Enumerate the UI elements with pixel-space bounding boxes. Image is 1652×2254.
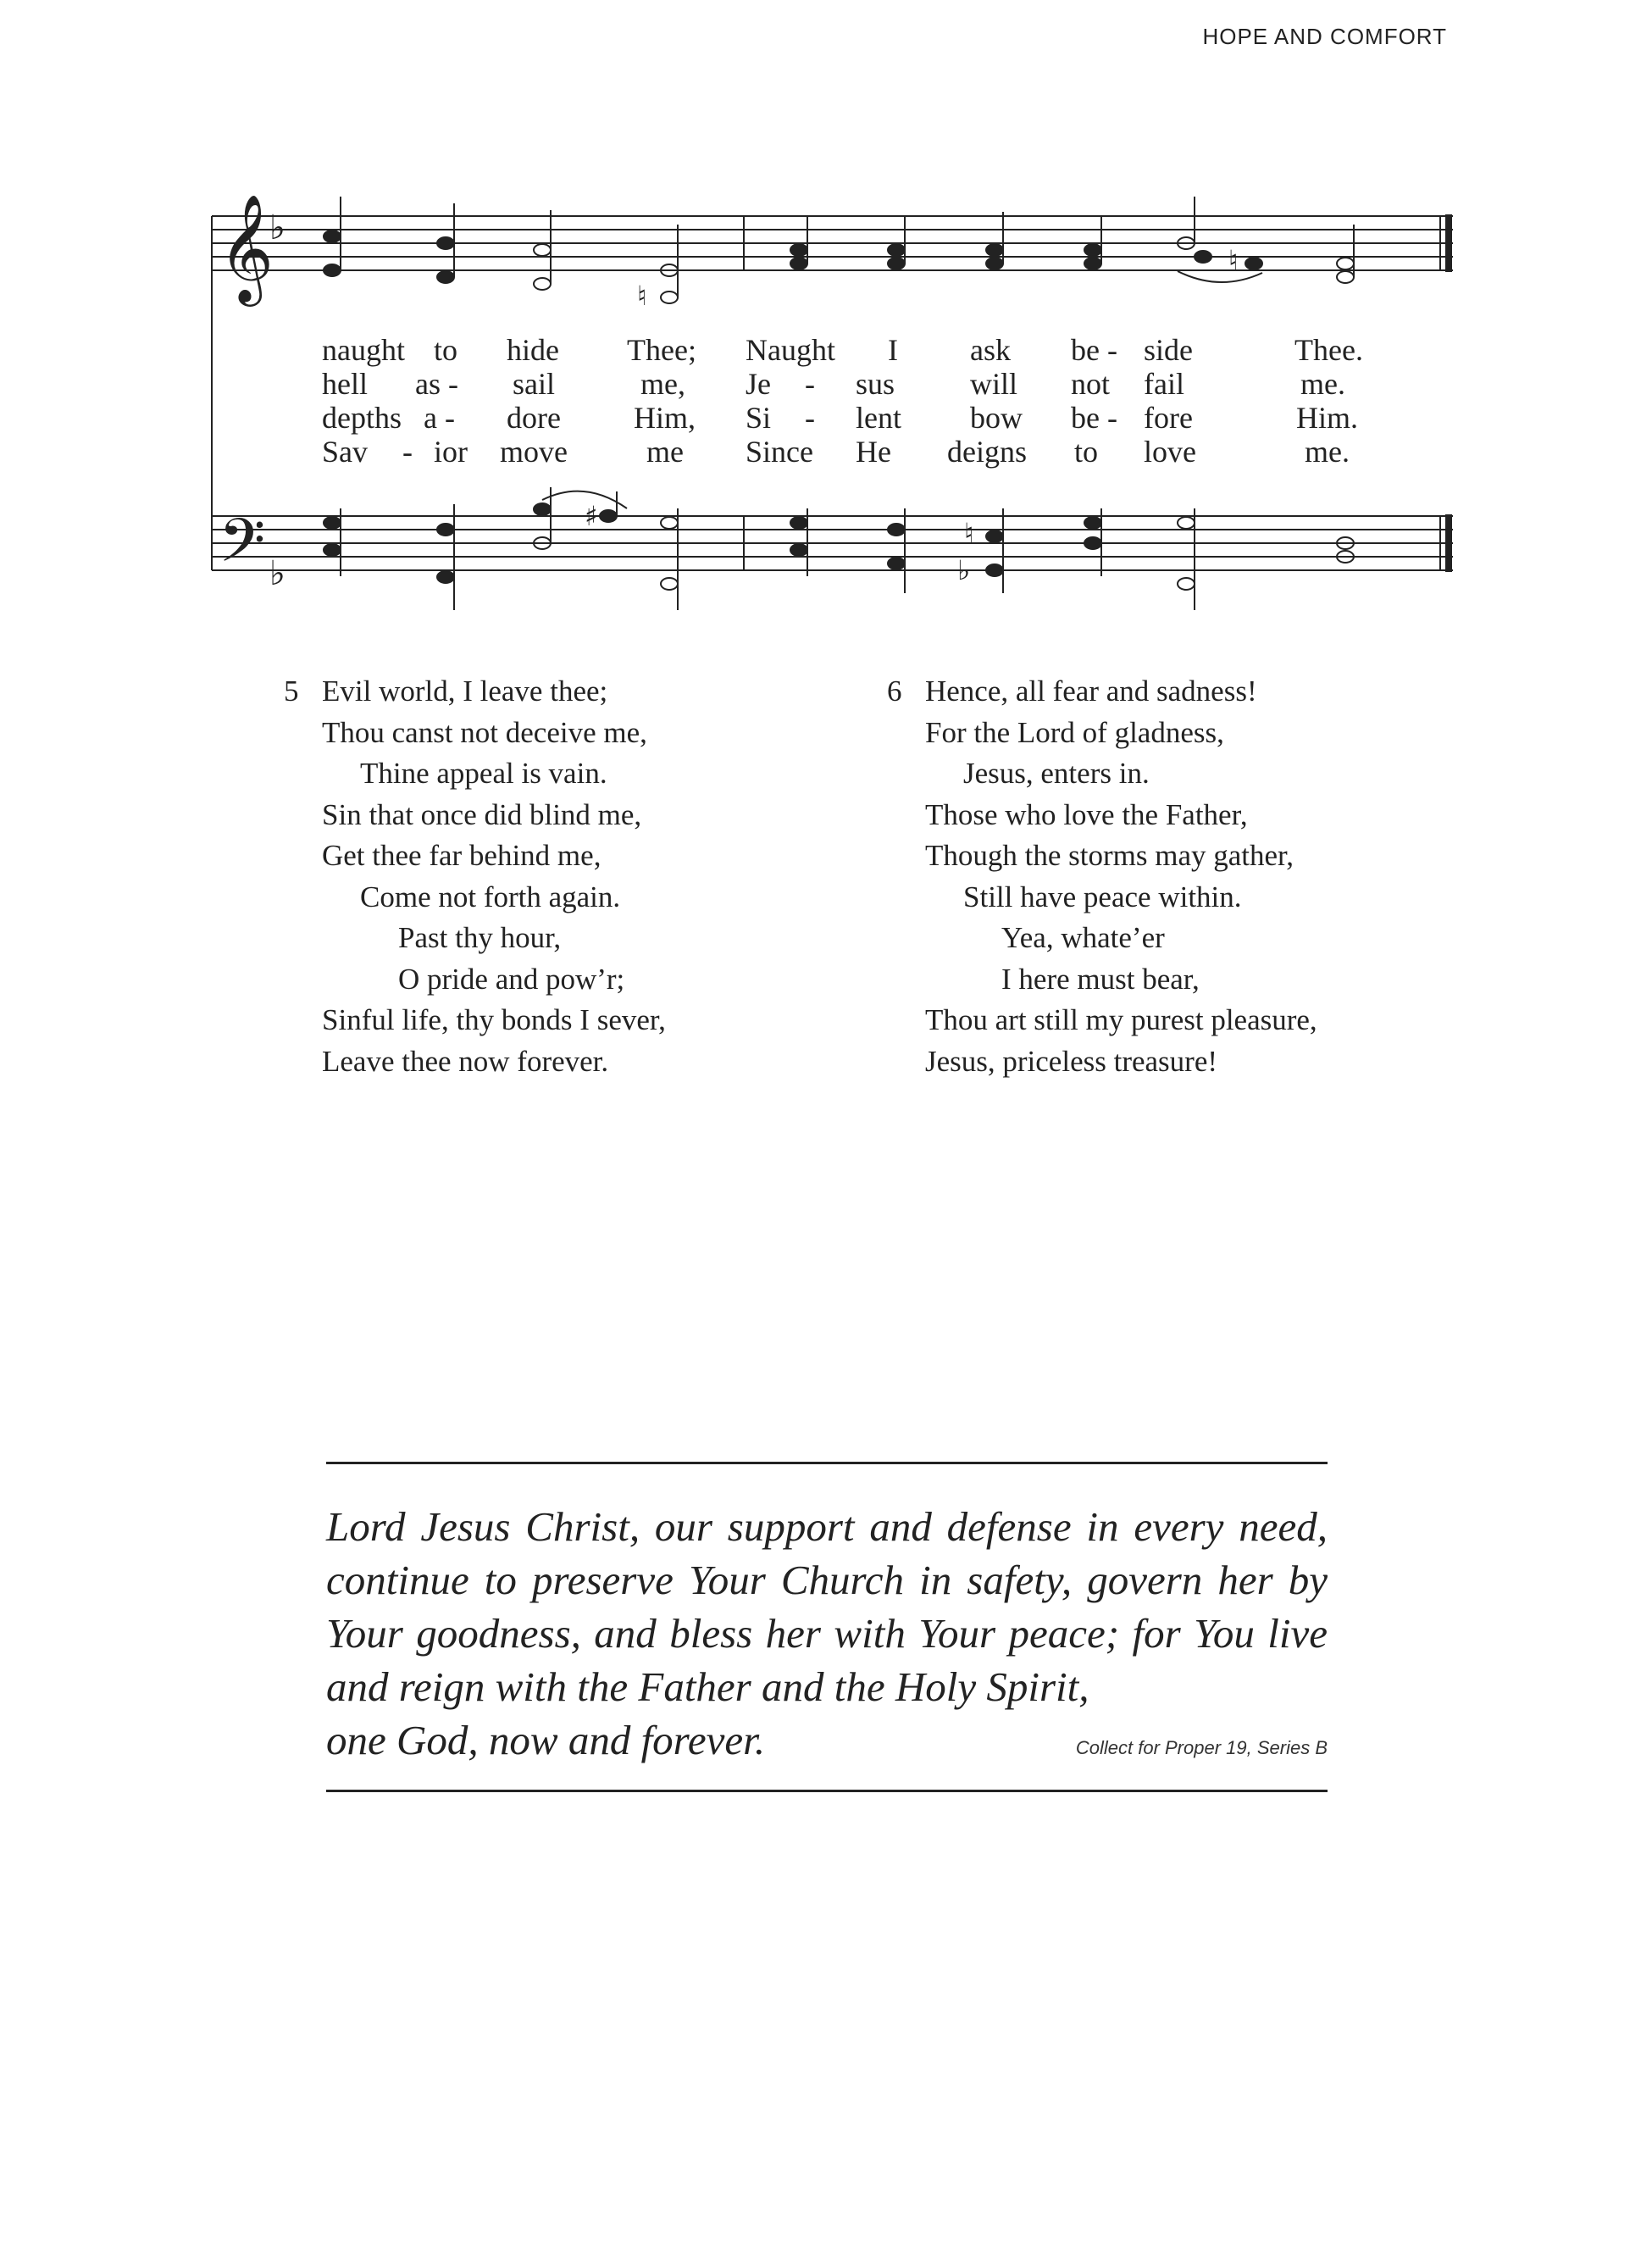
lyric-syllable: me, bbox=[640, 367, 685, 401]
stanza-line: Jesus, priceless treasure! bbox=[925, 1044, 1218, 1078]
collect-prayer bbox=[326, 1500, 1328, 1774]
stanza-line: Get thee far behind me, bbox=[322, 839, 601, 872]
bass-clef-icon: 𝄢 bbox=[219, 506, 266, 591]
lyric-syllable: He bbox=[856, 435, 891, 469]
stanza-line: Sin that once did blind me, bbox=[322, 797, 642, 831]
lyric-syllable: not bbox=[1071, 367, 1111, 401]
lyric-syllable: Him. bbox=[1296, 401, 1359, 435]
stanza-line: Though the storms may gather, bbox=[925, 839, 1294, 872]
stanza-line: I here must bear, bbox=[1001, 962, 1200, 996]
lyric-syllable: me. bbox=[1305, 435, 1350, 469]
stanza-5 bbox=[284, 671, 666, 1082]
lyric-line-1 bbox=[0, 333, 1652, 367]
stanza-6 bbox=[887, 671, 1317, 1082]
stanza-number: 5 bbox=[284, 675, 299, 708]
stanza-line: Evil world, I leave thee; bbox=[322, 675, 608, 708]
lyric-syllable: sus bbox=[856, 367, 895, 401]
sharp-icon: ♯ bbox=[585, 500, 598, 532]
bottom-rule bbox=[326, 1790, 1328, 1792]
prayer-last-line: one God, now and forever. bbox=[326, 1717, 766, 1763]
lyric-syllable: Sav bbox=[322, 435, 368, 469]
lyric-syllable: ior bbox=[434, 435, 468, 469]
lyric-syllable: sail bbox=[513, 367, 555, 401]
lyric-syllable: a - bbox=[424, 401, 455, 435]
lyric-syllable: will bbox=[970, 367, 1018, 401]
lyric-syllable: depths bbox=[322, 401, 402, 435]
stanza-line: Still have peace within. bbox=[963, 880, 1242, 913]
top-rule bbox=[326, 1462, 1328, 1464]
stanza-line: Come not forth again. bbox=[360, 880, 621, 913]
prayer-source: Collect for Proper 19, Series B bbox=[1075, 1737, 1328, 1758]
stanza-line: Those who love the Father, bbox=[925, 797, 1248, 831]
stanza-line: Thou art still my purest pleasure, bbox=[925, 1003, 1317, 1036]
lyric-syllable: dore bbox=[507, 401, 561, 435]
stanza-line: Thine appeal is vain. bbox=[360, 757, 607, 790]
lyric-syllable: Thee. bbox=[1294, 333, 1363, 367]
lyric-line-4 bbox=[0, 435, 1652, 469]
stanza-line: Leave thee now forever. bbox=[322, 1044, 609, 1078]
lyric-syllable: move bbox=[500, 435, 568, 469]
lyric-syllable: me bbox=[646, 435, 684, 469]
lyric-syllable: I bbox=[888, 333, 898, 367]
lyric-syllable: - bbox=[805, 401, 815, 435]
lyric-syllable: to bbox=[1074, 435, 1099, 469]
lyric-syllable: hide bbox=[507, 333, 559, 367]
stanza-line: Jesus, enters in. bbox=[963, 757, 1150, 790]
lyric-syllable: Si bbox=[746, 401, 772, 435]
prayer-last-line-row bbox=[326, 1713, 1328, 1774]
stanza-line: O pride and pow’r; bbox=[398, 962, 625, 996]
stanza-line: Past thy hour, bbox=[398, 921, 562, 954]
stanza-line: For the Lord of gladness, bbox=[925, 715, 1224, 749]
stanza-line: Thou canst not deceive me, bbox=[322, 715, 647, 749]
lyric-syllable: lent bbox=[856, 401, 901, 435]
stanza-number: 6 bbox=[887, 675, 902, 708]
natural-icon: ♮ bbox=[637, 280, 647, 312]
lyric-syllable: Naught bbox=[746, 333, 835, 367]
stanza-line: Yea, whate’er bbox=[1001, 921, 1165, 954]
lyric-syllable: be - bbox=[1071, 333, 1117, 367]
lyric-syllable: ask bbox=[970, 333, 1011, 367]
lyric-syllable: - bbox=[402, 435, 413, 469]
lyric-syllable: fail bbox=[1144, 367, 1184, 401]
lyric-syllable: Thee; bbox=[627, 333, 696, 367]
lyric-syllable: - bbox=[805, 367, 815, 401]
stanza-line: Sinful life, thy bonds I sever, bbox=[322, 1003, 666, 1036]
lyric-syllable: naught bbox=[322, 333, 405, 367]
lyric-line-3 bbox=[0, 401, 1652, 435]
lyric-syllable: as - bbox=[415, 367, 458, 401]
lyric-syllable: be - bbox=[1071, 401, 1117, 435]
lyric-syllable: fore bbox=[1144, 401, 1193, 435]
natural-icon: ♮ bbox=[1228, 244, 1239, 276]
prayer-text: Lord Jesus Christ, our support and defense in every need, continue to preserve Your Church in safety, govern her by Your goodness, and bless her with Your peace; for You live and reign with the Father and the Holy Spirit, bbox=[326, 1503, 1328, 1710]
stanza-line: Hence, all fear and sadness! bbox=[925, 675, 1257, 708]
lyric-syllable: to bbox=[434, 333, 458, 367]
lyric-line-2 bbox=[0, 367, 1652, 401]
section-title: HOPE AND COMFORT bbox=[1202, 24, 1447, 49]
lyric-syllable: bow bbox=[970, 401, 1023, 435]
lyric-syllable: me. bbox=[1300, 367, 1345, 401]
lyric-syllable: side bbox=[1144, 333, 1193, 367]
flat-icon: ♭ bbox=[269, 554, 285, 593]
lyric-syllable: love bbox=[1144, 435, 1196, 469]
flat-icon: ♭ bbox=[957, 554, 971, 586]
lyric-syllable: Him, bbox=[634, 401, 696, 435]
flat-icon: ♭ bbox=[269, 208, 285, 247]
lyric-syllable: deigns bbox=[947, 435, 1027, 469]
natural-icon: ♮ bbox=[964, 517, 974, 549]
lyric-syllable: hell bbox=[322, 367, 368, 401]
lyric-syllable: Je bbox=[746, 367, 771, 401]
treble-clef-icon: 𝄞 bbox=[219, 193, 274, 302]
lyric-syllable: Since bbox=[746, 435, 813, 469]
music-score bbox=[0, 0, 1652, 644]
